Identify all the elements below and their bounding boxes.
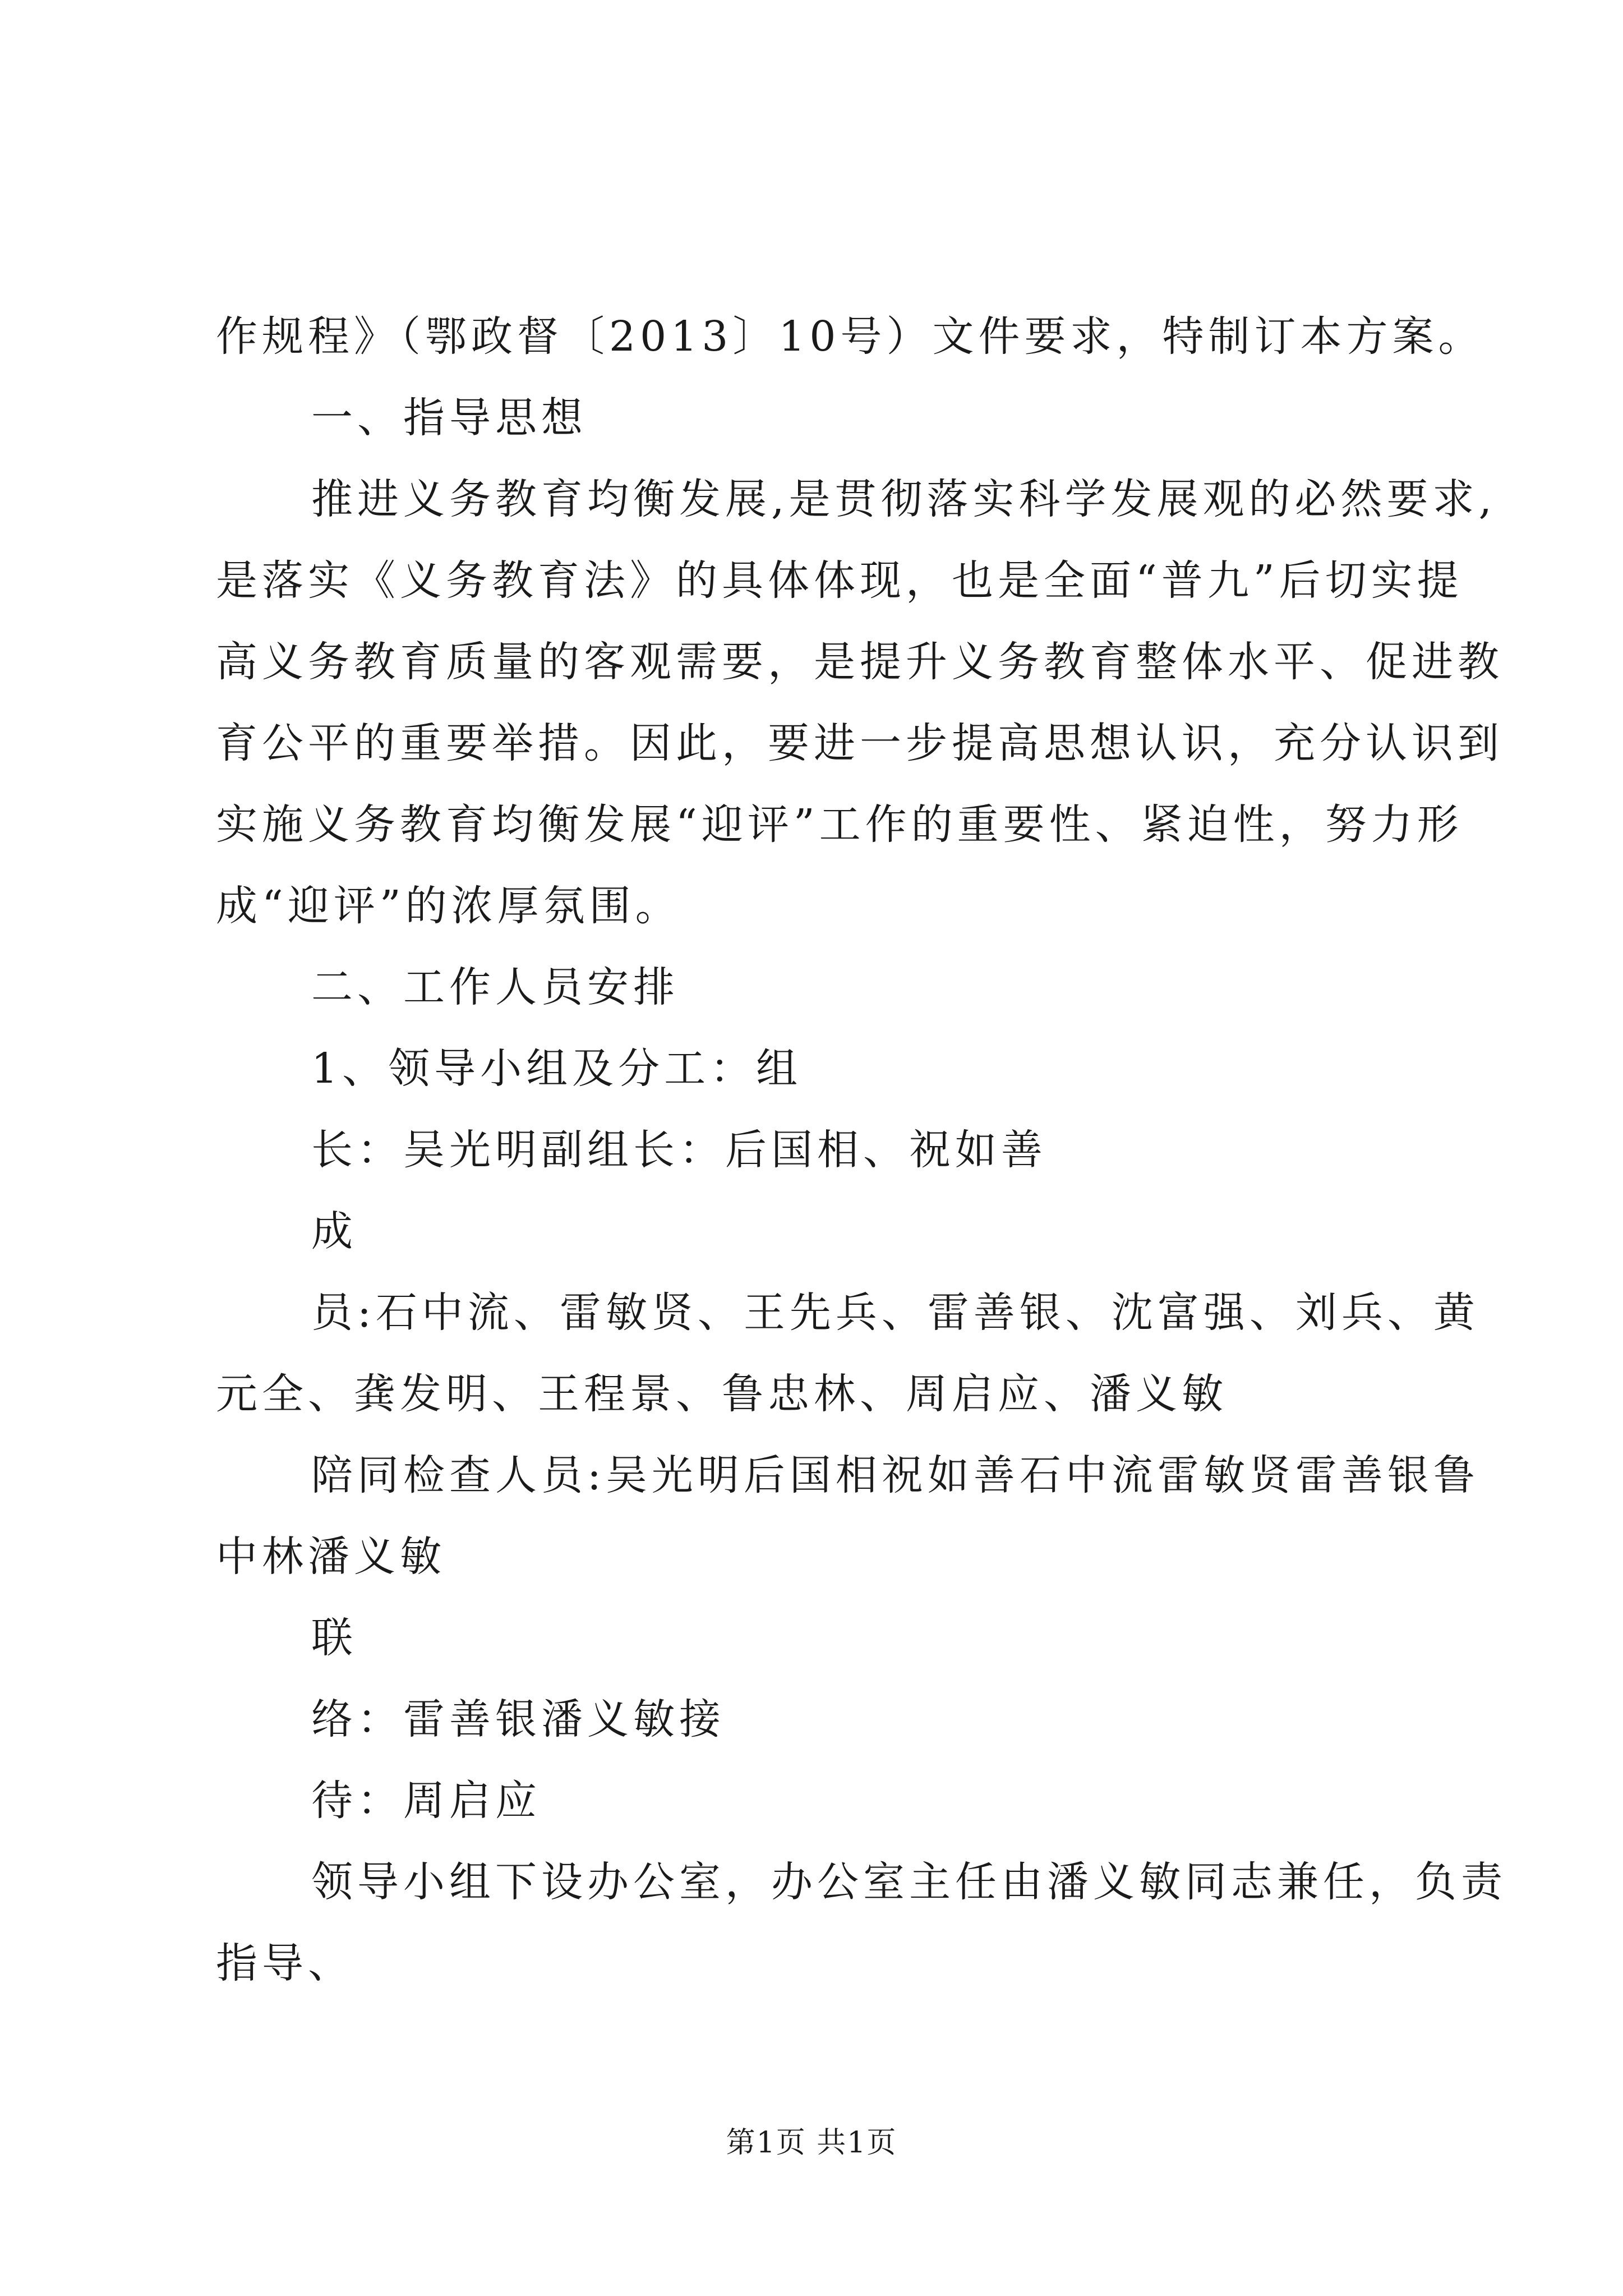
- text-line: 待：周启应: [311, 1777, 541, 1825]
- section-heading: 一、指导思想: [311, 394, 587, 442]
- text-line: 育公平的重要举措。因此，要进一步提高思想认识，充分认识到: [216, 719, 1504, 767]
- text-line: 元全、龚发明、王程景、鲁忠林、周启应、潘义敏: [216, 1370, 1228, 1418]
- text-line: 员:石中流、雷敏贤、王先兵、雷善银、沈富强、刘兵、黄: [311, 1289, 1479, 1337]
- text-line: 作规程》（鄂政督〔2013〕10号）文件要求，特制订本方案。: [216, 312, 1484, 361]
- text-line: 长：吴光明副组长：后国相、祝如善: [311, 1126, 1047, 1174]
- text-line: 联: [311, 1614, 357, 1662]
- text-line: 领导小组下设办公室，办公室主任由潘义敏同志兼任，负责: [311, 1858, 1507, 1906]
- page-number-footer: 第1页 共1页: [726, 2126, 897, 2160]
- text-line: 成: [311, 1207, 357, 1255]
- section-heading: 二、工作人员安排: [311, 963, 679, 1011]
- text-line: 是落实《义务教育法》的具体体现，也是全面“普九”后切实提: [216, 556, 1463, 605]
- text-line: 高义务教育质量的客观需要，是提升义务教育整体水平、促进教: [216, 638, 1504, 686]
- text-line: 实施义务教育均衡发展“迎评”工作的重要性、紧迫性，努力形: [216, 800, 1463, 849]
- text-line: 指导、: [216, 1939, 354, 1987]
- text-line: 陪同检查人员:吴光明后国相祝如善石中流雷敏贤雷善银鲁: [311, 1451, 1479, 1499]
- text-line: 1、领导小组及分工：组: [311, 1045, 803, 1093]
- text-line: 推进义务教育均衡发展,是贯彻落实科学发展观的必然要求,: [311, 475, 1497, 523]
- text-line: 成“迎评”的浓厚氛围。: [216, 882, 681, 930]
- text-line: 中林潘义敏: [216, 1533, 446, 1581]
- text-line: 络：雷善银潘义敏接: [311, 1695, 725, 1743]
